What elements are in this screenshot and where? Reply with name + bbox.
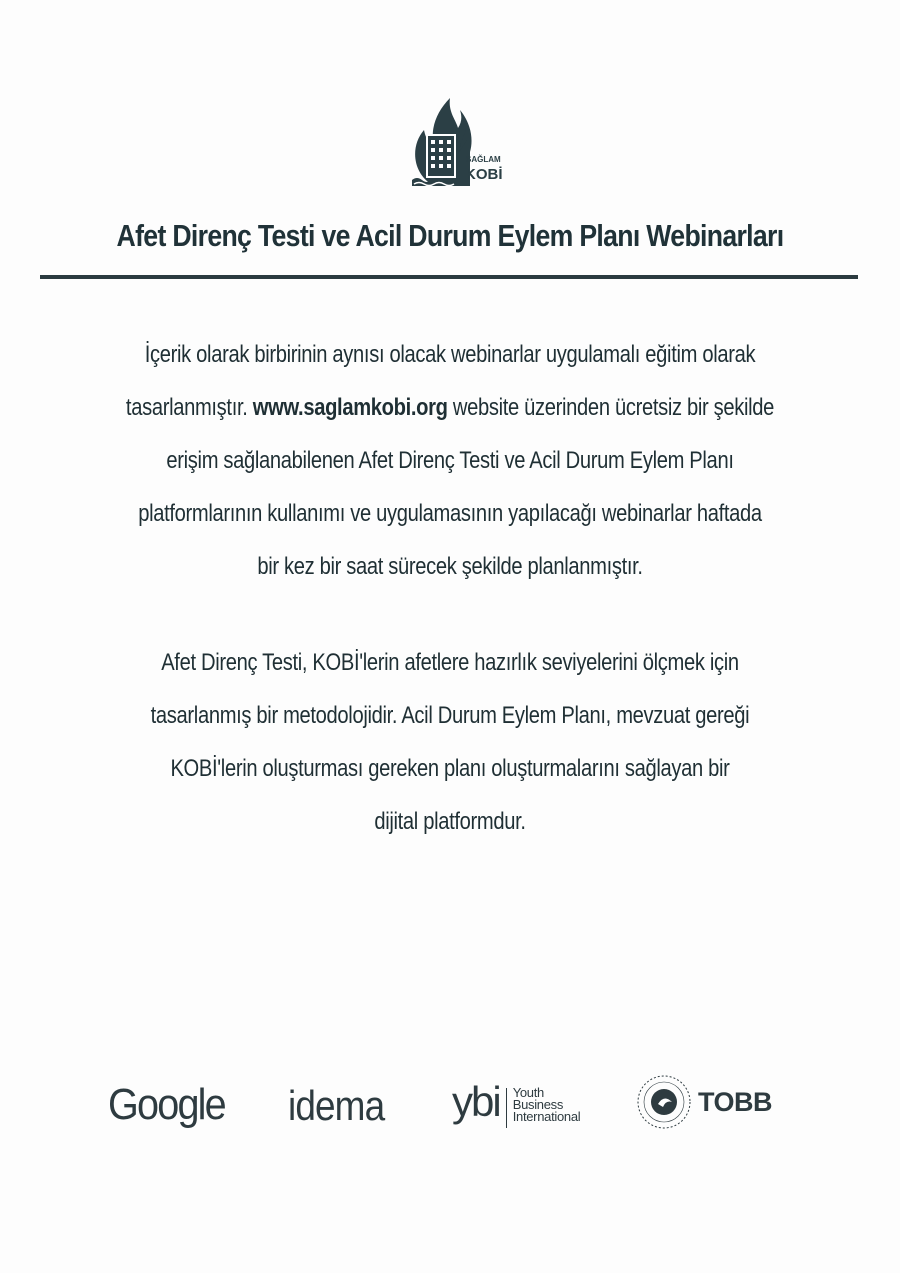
idema-logo: idema	[288, 1082, 385, 1129]
tobb-seal-icon	[636, 1074, 692, 1130]
paragraph-line: Afet Direnç Testi, KOBİ'lerin afetlere hazırlık seviyelerini ölçmek için	[161, 649, 739, 676]
website-link[interactable]: www.saglamkobi.org	[252, 394, 448, 421]
logo-brand-line2: KOBİ	[465, 166, 503, 183]
title-divider	[40, 275, 858, 279]
tobb-logo	[636, 1074, 772, 1130]
description-paragraph	[40, 636, 860, 848]
google-logo: Google	[108, 1080, 225, 1129]
paragraph-line: tasarlanmış bir metodolojidir. Acil Durum Eylem Planı, mevzuat gereği	[150, 702, 750, 729]
paragraph-line: İçerik olarak birbirinin aynısı olacak webinarlar uygulamalı eğitim olarak	[144, 341, 756, 368]
ybi-text-line: Business	[512, 1097, 564, 1112]
ybi-separator	[506, 1088, 507, 1128]
paragraph-line: KOBİ'lerin oluşturması gereken planı oluşturmalarını sağlayan bir	[170, 755, 730, 782]
tobb-wordmark: TOBB	[698, 1086, 773, 1117]
intro-paragraph	[40, 328, 860, 593]
ybi-wordmark	[513, 1087, 581, 1123]
line-suffix: website üzerinden ücretsiz bir şekilde	[452, 394, 775, 421]
paragraph-line: bir kez bir saat sürecek şekilde planlanmıştır.	[257, 553, 643, 580]
ybi-text-line: International	[512, 1109, 581, 1124]
ybi-logo	[452, 1078, 580, 1128]
paragraph-line: dijital platformdur.	[374, 808, 526, 835]
line-prefix: tasarlanmıştır.	[125, 394, 248, 421]
building-in-flames-and-waves-icon	[404, 94, 503, 194]
logo-brand-line1: SAĞLAM	[466, 155, 501, 164]
paragraph-line: platformlarının kullanımı ve uygulamasının yapılacağı webinarlar haftada	[138, 500, 762, 527]
sponsor-logos	[0, 1060, 900, 1160]
ybi-text-line: Youth	[512, 1085, 544, 1100]
saglam-kobi-logo	[404, 94, 503, 194]
page-title: Afet Direnç Testi ve Acil Durum Eylem Planı Webinarları	[116, 218, 784, 253]
ybi-mark: ybi	[452, 1078, 500, 1125]
paragraph-line-with-url	[106, 381, 795, 434]
paragraph-line: erişim sağlanabilenen Afet Direnç Testi ve Acil Durum Eylem Planı	[166, 447, 734, 474]
